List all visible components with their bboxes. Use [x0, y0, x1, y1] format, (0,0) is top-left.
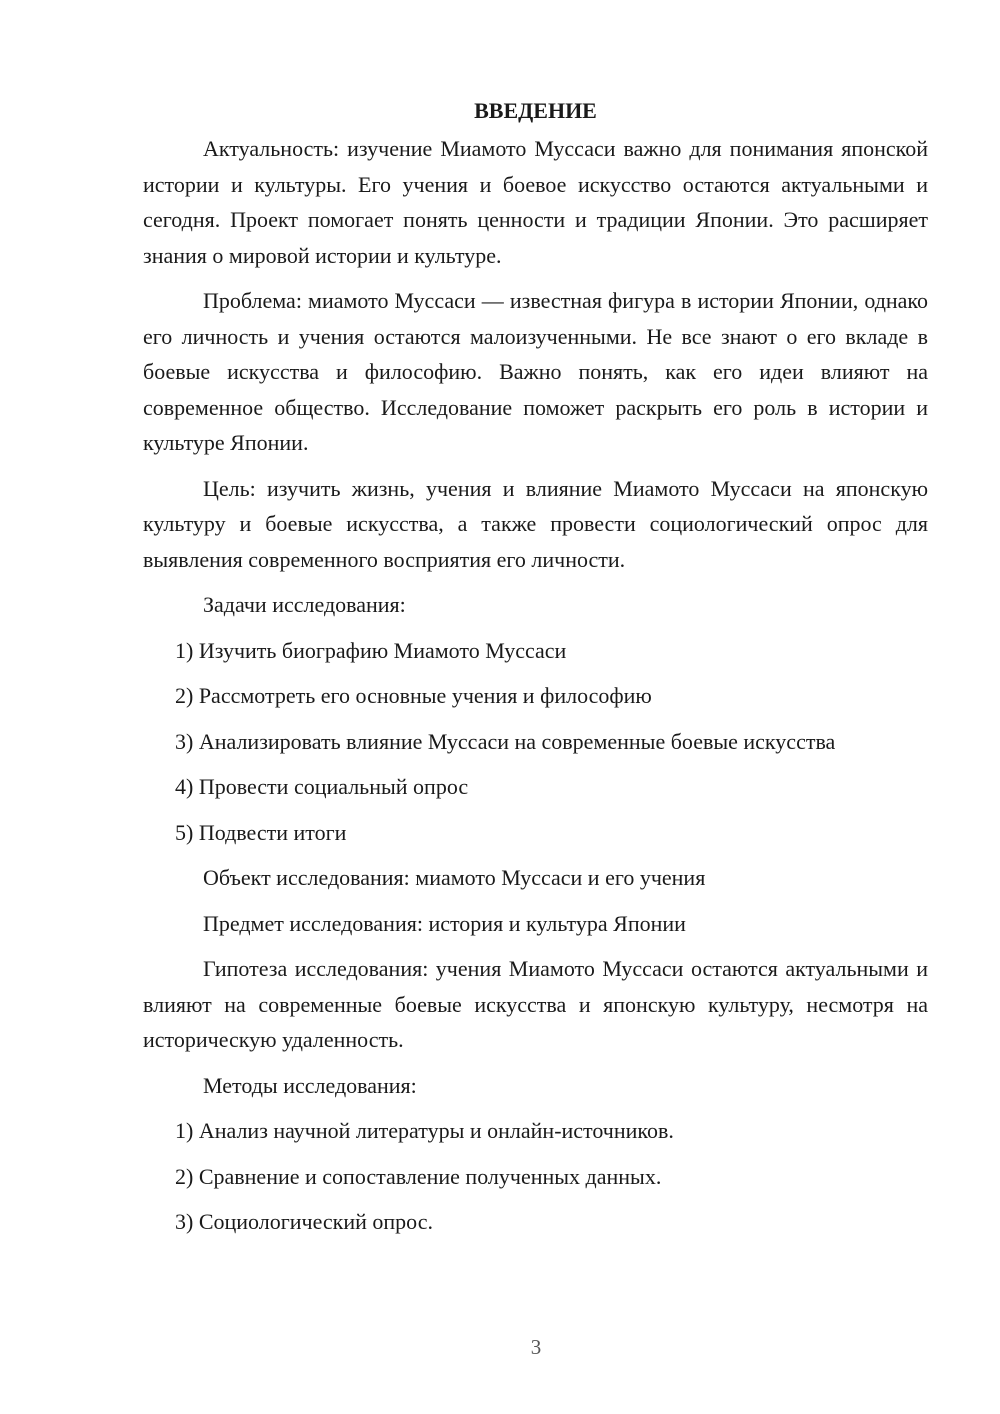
methods-title: Методы исследования:: [203, 1072, 417, 1098]
problem-paragraph: Проблема: миамото Муссаси — известная фигура в истории Японии, однако его личность и учения остаются малоизученными. Не все знают о его вкладе в боевые искусства и философию. Важно понять, как его идеи влияют на современное общество. Исследование поможет раскрыть его роль в истории и культуре Японии.: [143, 288, 928, 455]
hypothesis-paragraph: Гипотеза исследования: учения Миамото Муссаси остаются актуальными и влияют на современные боевые искусства и японскую культуру, несмотря на историческую удаленность.: [143, 956, 928, 1052]
object-line: Объект исследования: миамото Муссаси и его учения: [203, 865, 706, 890]
tasks-list: [143, 633, 928, 851]
method-item: 2) Сравнение и сопоставление полученных данных.: [175, 1163, 662, 1189]
page-title: ВВЕДЕНИЕ: [474, 98, 597, 123]
task-item: 2) Рассмотреть его основные учения и философию: [175, 683, 652, 708]
tasks-title: Задачи исследования:: [203, 592, 406, 617]
task-item: 3) Анализировать влияние Муссаси на современные боевые искусства: [175, 728, 836, 754]
methods-list: [143, 1113, 928, 1240]
page-number: 3: [530, 1335, 542, 1359]
method-item: 3) Социологический опрос.: [175, 1209, 433, 1234]
task-item: 1) Изучить биографию Миамото Муссаси: [175, 637, 567, 663]
method-item: 1) Анализ научной литературы и онлайн-источников.: [175, 1118, 674, 1143]
relevance-paragraph: Актуальность: изучение Миамото Муссаси важно для понимания японской истории и культуры. Его учения и боевое искусство остаются актуальными и сегодня. Проект помогает понять ценности и традиции Японии. Это расширяет знания о мировой истории и культуре.: [143, 136, 928, 268]
task-item: 4) Провести социальный опрос: [175, 774, 469, 799]
subject-line: Предмет исследования: история и культура Японии: [203, 910, 686, 936]
document-page: [143, 96, 928, 1250]
task-item: 5) Подвести итоги: [175, 819, 347, 845]
goal-paragraph: Цель: изучить жизнь, учения и влияние Миамото Муссаси на японскую культуру и боевые искусства, а также провести социологический опрос для выявления современного восприятия его личности.: [143, 475, 928, 572]
